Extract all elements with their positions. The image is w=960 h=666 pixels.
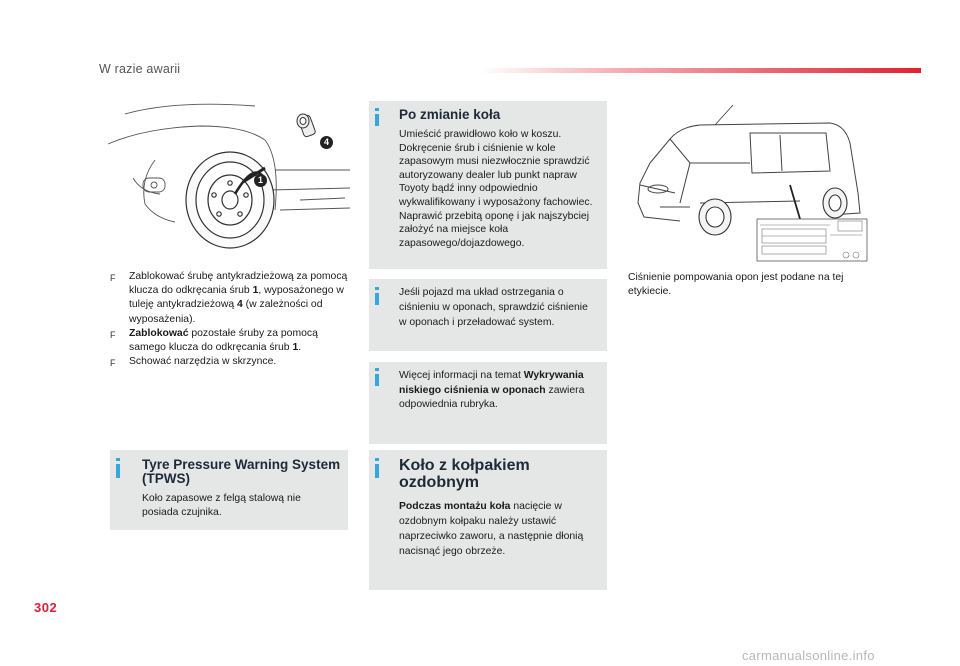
- callout-1: 1: [254, 174, 267, 187]
- van-figure-caption: Ciśnienie pompowania opon jest podane na tej etykiecie.: [628, 272, 844, 298]
- pressure-system-info-box: [369, 279, 607, 351]
- header-accent-bar: [480, 68, 921, 73]
- bullet-glyph: F: [110, 358, 116, 369]
- watermark: carmanualsonline.info: [742, 648, 875, 663]
- after-change-info-box: [369, 101, 607, 269]
- tpws-title: Tyre Pressure Warning System (TPWS): [142, 457, 341, 486]
- more-info-text: Więcej informacji na temat Wykrywania niskiego ciśnienia w oponach zawiera odpowiednia rubryka.: [399, 370, 585, 411]
- hubcap-title: Koło z kołpakiem ozdobnym: [399, 457, 530, 491]
- page-number: 302: [34, 600, 58, 615]
- list-item: F Schować narzędzia w skrzynce.: [110, 355, 350, 370]
- info-icon: [375, 114, 379, 126]
- van-illustration: [630, 103, 870, 263]
- list-item: F Zablokować śrubę antykradzieżową za pomocą klucza do odkręcania śrub 1, wyposażonego w tuleję antykradzieżową 4 (w zależności od wyposażenia).: [110, 270, 350, 327]
- more-info-box: [369, 362, 607, 444]
- after-change-text: Umieścić prawidłowo koło w koszu. Dokręcenie śrub i ciśnienie w kole zapasowym musi niezwłocznie sprawdzić autoryzowany dealer lub punkt napraw Toyoty bądź inny odpowiednio wykwalifikowany i wyposażony fachowiec. Naprawić przebitą oponę i jak najszybciej założyć na miejsce koła zapasowego/dojazdowego.: [399, 129, 593, 249]
- callout-4: 4: [320, 136, 333, 149]
- info-icon: [375, 293, 379, 305]
- bullet-glyph: F: [110, 329, 116, 340]
- info-icon: [375, 464, 379, 478]
- tpws-text: Koło zapasowe z felgą stalową nie posiada czujnika.: [142, 493, 301, 518]
- wheel-illustration: [105, 100, 350, 250]
- list-item: F Zablokować pozostałe śruby za pomocą samego klucza do odkręcania śrub 1.: [110, 327, 350, 355]
- hubcap-text: Podczas montażu koła nacięcie w ozdobnym kołpaku należy ustawić naprzeciwko zaworu, a następnie dłonią nacisnąć jego obrzeże.: [399, 501, 584, 557]
- tpws-info-box: [110, 450, 348, 530]
- section-title: W razie awarii: [99, 62, 181, 76]
- info-icon: [375, 374, 379, 386]
- after-change-title: Po zmianie koła: [399, 107, 501, 122]
- step-list: [110, 270, 350, 370]
- info-icon: [116, 464, 120, 478]
- hubcap-info-box: [369, 450, 607, 590]
- pressure-system-text: Jeśli pojazd ma układ ostrzegania o ciśnieniu w oponach, sprawdzić ciśnienie w oponach i przeładować system.: [399, 287, 588, 328]
- bullet-glyph: F: [110, 273, 116, 283]
